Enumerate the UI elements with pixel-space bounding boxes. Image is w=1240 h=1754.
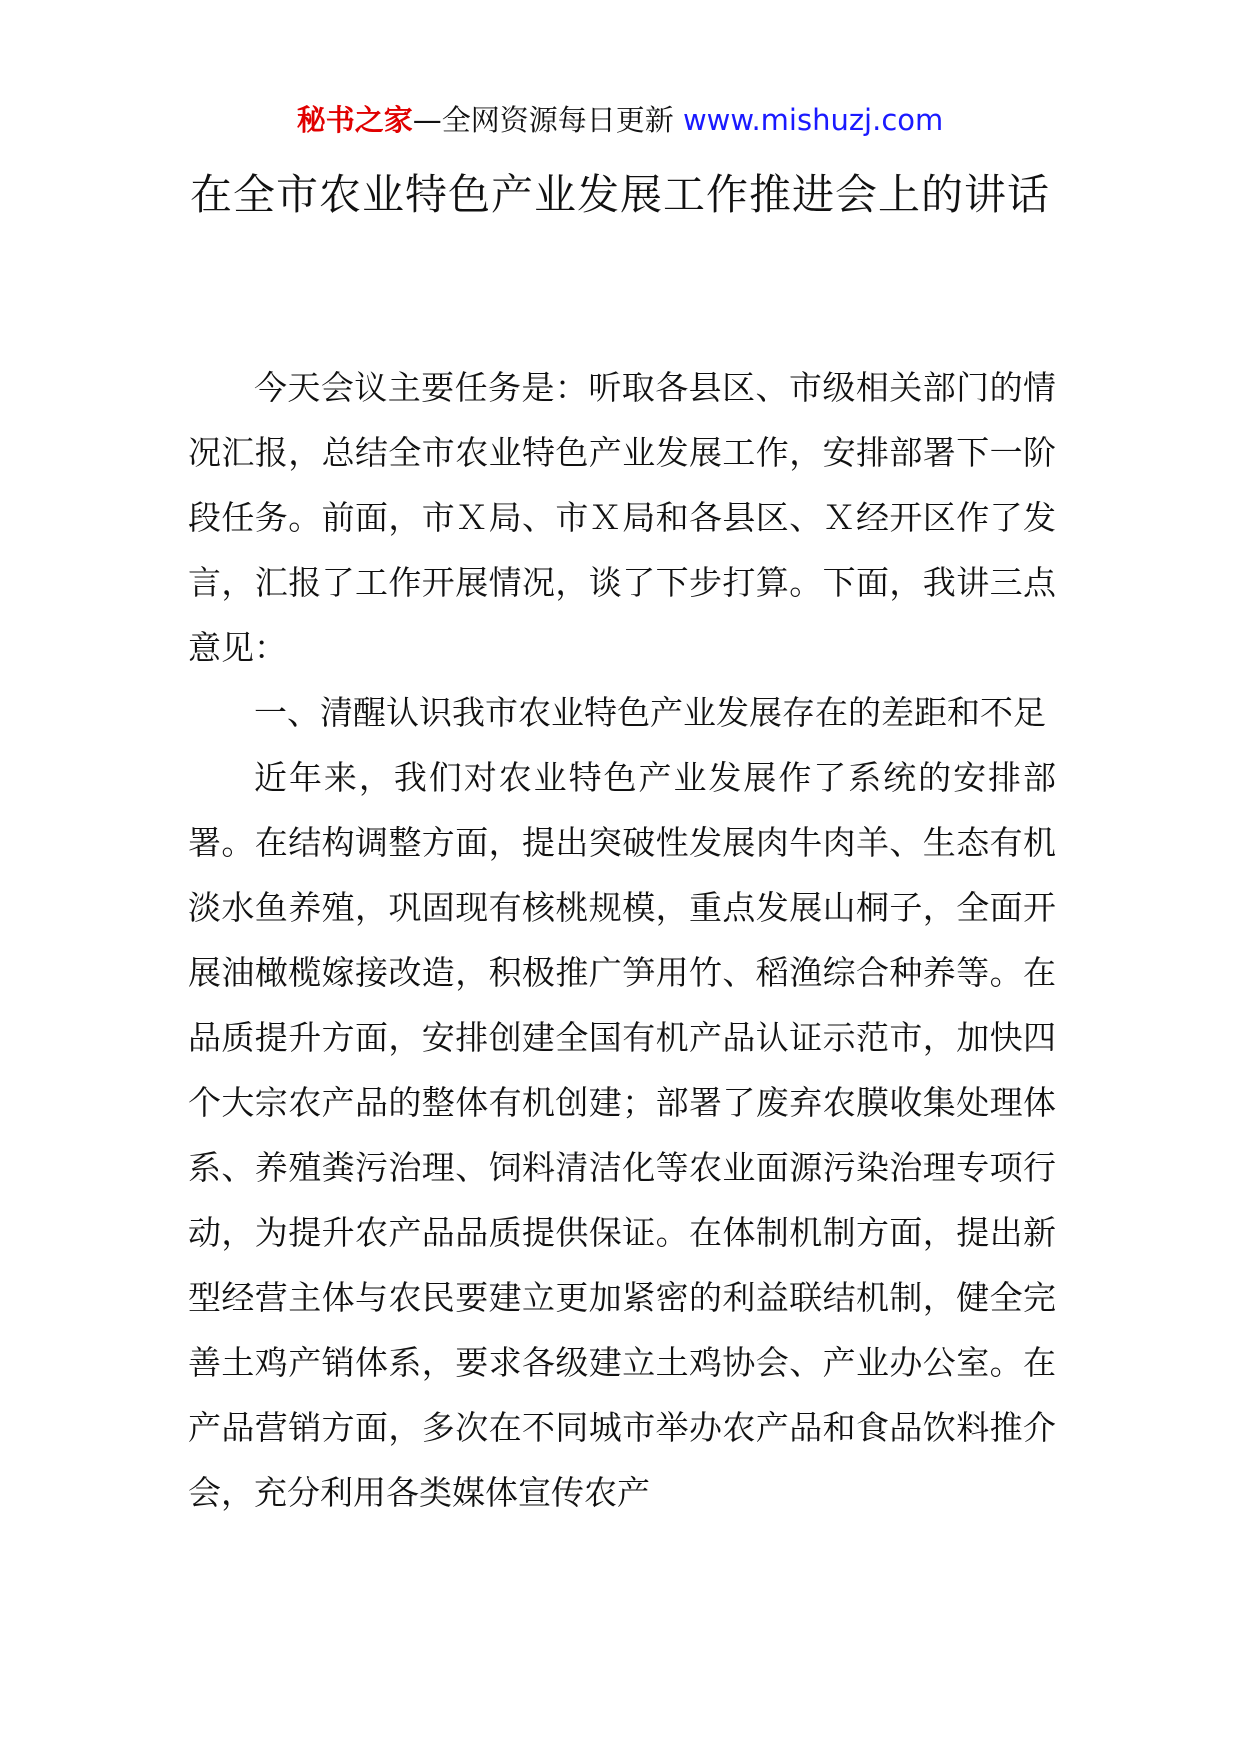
- watermark-header: [0, 100, 1240, 140]
- section-heading: 一、清醒认识我市农业特色产业发展存在的差距和不足: [254, 693, 1046, 732]
- intro-paragraph: 今天会议主要任务是：听取各县区、市级相关部门的情况汇报，总结全市农业特色产业发展工作，安排部署下一阶段任务。前面，市Ｘ局、市Ｘ局和各县区、Ｘ经开区作了发言，汇报了工作开展情况，谈了下步打算。下面，我讲三点意见：: [188, 368, 1056, 667]
- body-paragraph: 近年来，我们对农业特色产业发展作了系统的安排部署。在结构调整方面，提出突破性发展肉牛肉羊、生态有机淡水鱼养殖，巩固现有核桃规模，重点发展山桐子，全面开展油橄榄嫁接改造，积极推广笋用竹、稻渔综合种养等。在品质提升方面，安排创建全国有机产品认证示范市，加快四个大宗农产品的整体有机创建；部署了废弃农膜收集处理体系、养殖粪污治理、饲料清洁化等农业面源污染治理专项行动，为提升农产品品质提供保证。在体制机制方面，提出新型经营主体与农民要建立更加紧密的利益联结机制，健全完善土鸡产销体系，要求各级建立土鸡协会、产业办公室。在产品营销方面，多次在不同城市举办农产品和食品饮料推介会，充分利用各类媒体宣传农产: [188, 758, 1056, 1512]
- document-body: [188, 355, 1056, 1525]
- document-title: 在全市农业特色产业发展工作推进会上的讲话: [190, 170, 1051, 219]
- watermark-url[interactable]: www.mishuzj.com: [682, 103, 944, 137]
- watermark-brand: 秘书之家: [296, 103, 413, 137]
- watermark-tagline: —全网资源每日更新: [412, 103, 674, 137]
